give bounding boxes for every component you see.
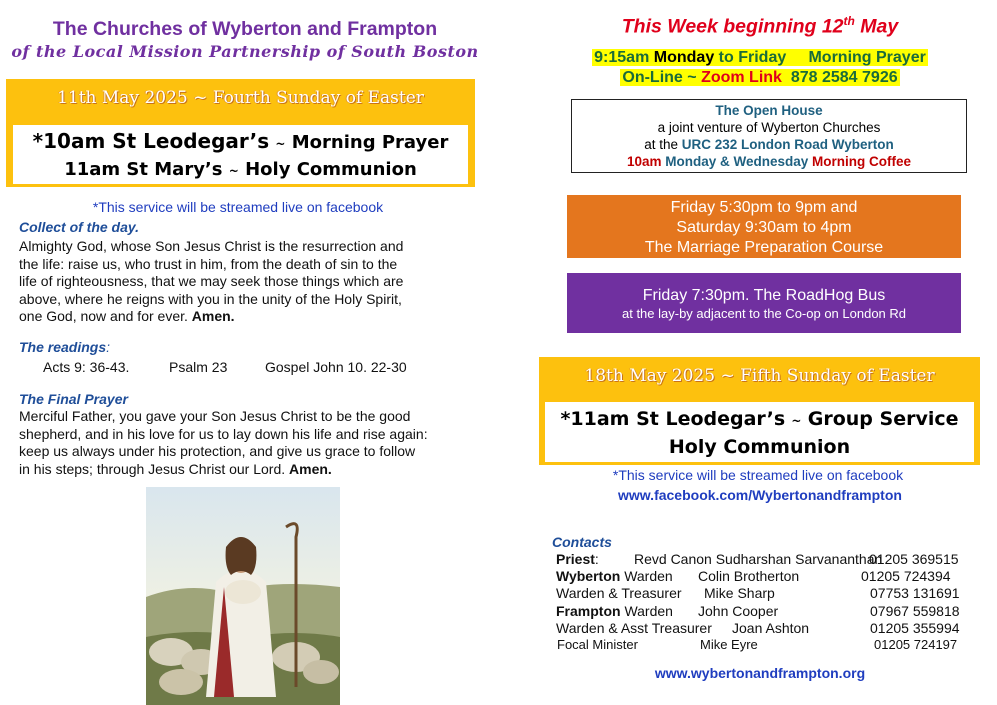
- sunday-2-service: Group Service: [807, 408, 959, 430]
- sunday-2-title: 18th May 2025 ~ Fifth Sunday of Easter: [584, 366, 935, 386]
- readings-colon: :: [106, 339, 111, 355]
- contact-role-suffix: Focal Minister: [557, 637, 638, 652]
- collect-line: the life: raise us, who trust in him, from the death of sin to the: [19, 255, 398, 272]
- service-2-name: Holy Communion: [245, 159, 417, 180]
- open-house-days: Monday & Wednesday: [665, 154, 809, 169]
- prayer-line-2: [540, 68, 980, 88]
- sunday-2-time: *11am St Leodegar’s: [560, 408, 786, 430]
- contact-role-suffix: Warden & Treasurer: [556, 585, 682, 601]
- open-house-at: at the: [644, 137, 678, 152]
- website-link[interactable]: www.wybertonandframpton.org: [654, 665, 866, 681]
- open-house-box: [571, 99, 967, 173]
- contact-role-bold: Priest: [556, 551, 595, 567]
- open-house-desc: a joint venture of Wyberton Churches: [657, 120, 881, 135]
- contact-name: John Cooper: [698, 603, 779, 619]
- final-prayer-line-last: [19, 461, 484, 479]
- prayer-line-2-bg: [620, 69, 899, 86]
- online-label: On-Line ~: [622, 69, 697, 86]
- contact-role: [556, 603, 673, 619]
- contact-role: [556, 620, 712, 636]
- contact-role-suffix: Warden: [620, 603, 673, 619]
- marriage-line-3: The Marriage Preparation Course: [644, 239, 884, 256]
- contact-role: [556, 585, 682, 601]
- collect-amen: Amen.: [191, 308, 235, 324]
- week-title-month: May: [854, 15, 899, 38]
- stream-note-2: *This service will be streamed live on facebook: [612, 467, 904, 483]
- final-prayer-line: shepherd, and in his love for us to lay down his life and rise again:: [19, 425, 428, 442]
- open-house-time: 10am: [626, 154, 662, 169]
- week-title: [540, 14, 980, 39]
- prayer-name: Morning Prayer: [808, 49, 926, 66]
- collect-text: [19, 238, 479, 326]
- stream-note-1: *This service will be streamed live on facebook: [92, 199, 384, 215]
- contact-phone: 01205 355994: [870, 620, 960, 636]
- open-house-place: URC 232 London Road Wyberton: [681, 137, 894, 152]
- final-prayer-line: keep us always under his protection, and give us grace to follow: [19, 443, 416, 459]
- week-title-text: This Week beginning 12: [621, 15, 844, 38]
- prayer-line-1: [540, 48, 980, 68]
- sunday-2-line-1: [545, 406, 974, 434]
- collect-line: life of righteousness, that we may seek those things which are: [19, 273, 404, 289]
- contact-phone: 01205 724197: [874, 637, 958, 652]
- roadhog-line-1: Friday 7:30pm. The RoadHog Bus: [642, 287, 886, 304]
- service-1-name: Morning Prayer: [291, 132, 449, 153]
- contact-role: [557, 637, 638, 652]
- contact-phone: 01205 369515: [869, 551, 959, 567]
- final-prayer-text: [19, 408, 484, 478]
- sunday-2-sep: ~: [791, 414, 802, 428]
- sunday-2-line-2: Holy Communion: [668, 436, 851, 458]
- good-shepherd-picture: [146, 487, 340, 705]
- prayer-time: 9:15am: [594, 49, 650, 66]
- contact-name: Mike Sharp: [704, 585, 775, 601]
- prayer-line-1-bg: [592, 49, 928, 66]
- facebook-link[interactable]: www.facebook.com/Wybertonandframpton: [618, 487, 902, 503]
- contact-phone: 01205 724394: [861, 568, 951, 584]
- collect-line-last: [19, 308, 479, 326]
- partnership-subtitle: of the Local Mission Partnership of South Boston: [11, 42, 479, 61]
- roadhog-bus-box: [567, 273, 961, 333]
- readings-heading-text: The readings: [19, 339, 107, 355]
- collect-line: above, where he reigns with you in the unity of the Holy Spirit,: [19, 290, 402, 307]
- reading-2: Psalm 23: [169, 359, 228, 375]
- sunday-1-banner: [6, 79, 475, 187]
- prayer-days-to: to Friday: [718, 49, 787, 66]
- contact-phone: 07967 559818: [870, 603, 960, 619]
- contact-role: [556, 551, 599, 567]
- prayer-day: Monday: [653, 49, 715, 66]
- final-prayer-line: Merciful Father, you gave your Son Jesus Christ to be the good: [19, 408, 411, 424]
- contact-name: Revd Canon Sudharshan Sarvananthan: [634, 551, 883, 567]
- open-house-times: [572, 153, 966, 170]
- week-title-sup: th: [843, 14, 855, 28]
- final-prayer-heading: The Final Prayer: [19, 391, 128, 407]
- contact-role: [556, 568, 673, 584]
- zoom-id: 878 2584 7926: [790, 69, 898, 86]
- open-house-location: [572, 136, 966, 153]
- contact-role-bold: Wyberton: [556, 568, 621, 584]
- collect-heading: Collect of the day.: [19, 219, 140, 235]
- service-line-1: [13, 128, 468, 157]
- sunday-1-services: [13, 125, 468, 184]
- roadhog-line-2: at the lay-by adjacent to the Co-op on London Rd: [621, 306, 907, 321]
- sunday-2-services: [545, 402, 974, 462]
- sunday-1-title: 11th May 2025 ~ Fourth Sunday of Easter: [57, 88, 424, 108]
- contact-name: Joan Ashton: [732, 620, 810, 636]
- morning-prayer-notice: [540, 48, 980, 88]
- service-2-time: 11am St Mary’s: [64, 159, 223, 180]
- open-house-event: Morning Coffee: [812, 154, 912, 169]
- contact-role-suffix: Warden & Asst Treasurer: [556, 620, 712, 636]
- sunday-2-banner: [539, 357, 980, 465]
- reading-3: Gospel John 10. 22-30: [265, 359, 407, 375]
- service-line-2: [13, 157, 468, 184]
- collect-last-text: one God, now and for ever.: [19, 308, 188, 324]
- contact-role-suffix: Warden: [620, 568, 673, 584]
- collect-line: Almighty God, whose Son Jesus Christ is the resurrection and: [19, 238, 404, 254]
- contact-role-bold: Frampton: [556, 603, 621, 619]
- service-2-sep: ~: [228, 164, 239, 178]
- open-house-title: The Open House: [715, 103, 823, 118]
- final-prayer-last-text: in his steps; through Jesus Christ our Lord.: [19, 460, 286, 477]
- contacts-heading: Contacts: [552, 534, 612, 550]
- final-prayer-amen: Amen.: [289, 460, 332, 477]
- zoom-link[interactable]: Zoom Link: [701, 69, 782, 86]
- marriage-line-2: Saturday 9:30am to 4pm: [676, 219, 852, 236]
- service-1-sep: ~: [275, 137, 286, 151]
- contact-name: Mike Eyre: [700, 637, 758, 652]
- churches-title: The Churches of Wyberton and Frampton: [52, 18, 438, 40]
- contact-name: Colin Brotherton: [698, 568, 800, 584]
- contact-phone: 07753 131691: [870, 585, 960, 601]
- service-1-time: *10am St Leodegar’s: [32, 129, 270, 153]
- readings-heading: [19, 339, 110, 355]
- reading-1: Acts 9: 36-43.: [43, 359, 130, 375]
- contact-role-suffix: :: [594, 551, 599, 567]
- marriage-line-1: Friday 5:30pm to 9pm and: [670, 199, 858, 216]
- marriage-course-box: [567, 195, 961, 258]
